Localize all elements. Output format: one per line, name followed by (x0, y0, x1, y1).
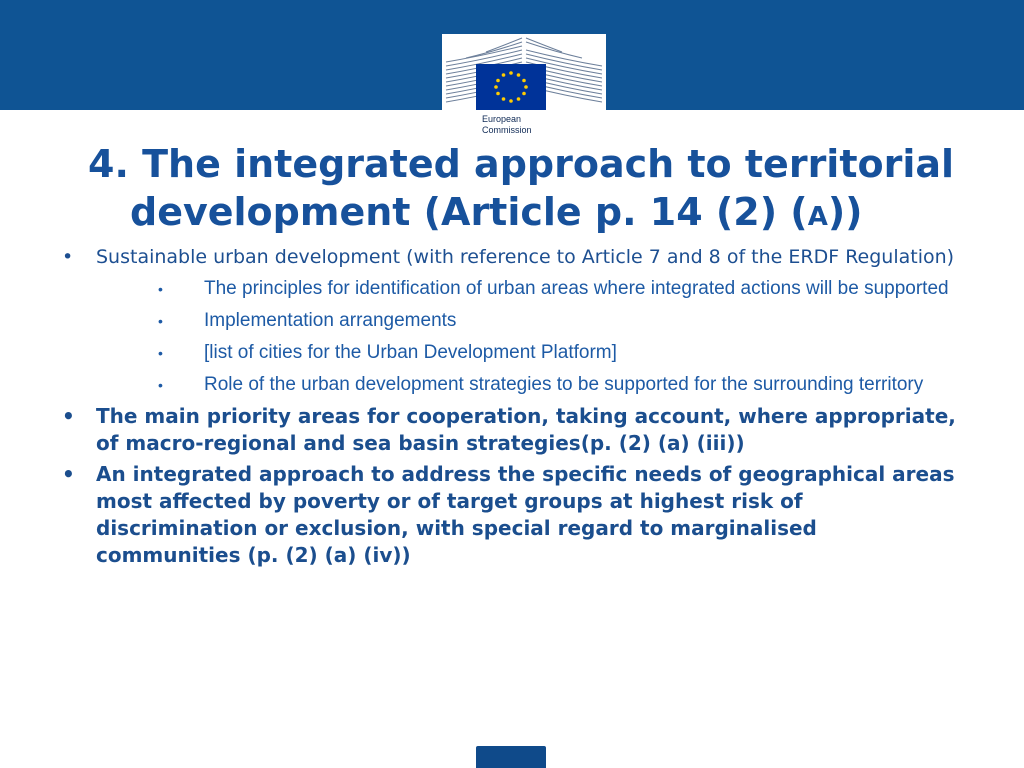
logo-line-2: Commission (482, 125, 532, 135)
sub-bullet-marker: • (158, 313, 163, 329)
sub-bullet-text: Role of the urban development strategies to be supported for the surrounding territory (204, 374, 924, 395)
logo-line-1: European (482, 114, 522, 124)
sub-bullet-marker: • (158, 377, 163, 393)
slide-body (60, 244, 960, 573)
sub-bullet-marker: • (158, 281, 163, 297)
commission-building-icon (442, 34, 606, 114)
european-commission-logo (442, 34, 606, 140)
sub-bullet-list-of-cities (60, 339, 960, 367)
title-line-2-end: )) (827, 190, 863, 234)
bullet-urban-development (60, 244, 960, 271)
bullet-text: Sustainable urban development (with reference to Article 7 and 8 of the ERDF Regulation) (96, 246, 955, 268)
title-line-2 (40, 188, 1010, 241)
bullet-marker: • (62, 246, 74, 268)
eu-flag-icon (476, 64, 546, 110)
bullet-marker: • (62, 404, 75, 428)
title-line-1: 4. The integrated approach to territorial (88, 142, 955, 186)
sub-bullet-marker: • (158, 345, 163, 361)
sub-bullet-text: [list of cities for the Urban Development Platform] (204, 342, 617, 363)
bullet-text: The main priority areas for cooperation, taking account, where appropriate, of macro-regional and sea basin strategies(p. (2) (a) (iii)) (96, 404, 956, 455)
sub-bullet-text: The principles for identification of urban areas where integrated actions will be supported (204, 278, 949, 299)
bullet-marker: • (62, 462, 75, 486)
sub-bullet-text: Implementation arrangements (204, 310, 457, 331)
sub-bullet-implementation (60, 307, 960, 335)
bullet-integrated-approach (60, 461, 960, 569)
slide-title (40, 140, 1010, 241)
logo-wordmark (482, 114, 532, 136)
bullet-priority-areas (60, 403, 960, 457)
sub-bullet-role-of-strategies (60, 371, 960, 399)
bullet-text: An integrated approach to address the specific needs of geographical areas most affected by poverty or of target groups at highest risk of discrimination or exclusion, with special regard to marginalised communities (p. (2) (a) (iv)) (96, 462, 955, 567)
sub-bullet-principles (60, 275, 960, 303)
title-line-2-smallcap: A (807, 202, 828, 232)
title-line-2-main: development (Article p. 14 (2) ( (130, 190, 808, 234)
footer-tab (476, 746, 546, 768)
